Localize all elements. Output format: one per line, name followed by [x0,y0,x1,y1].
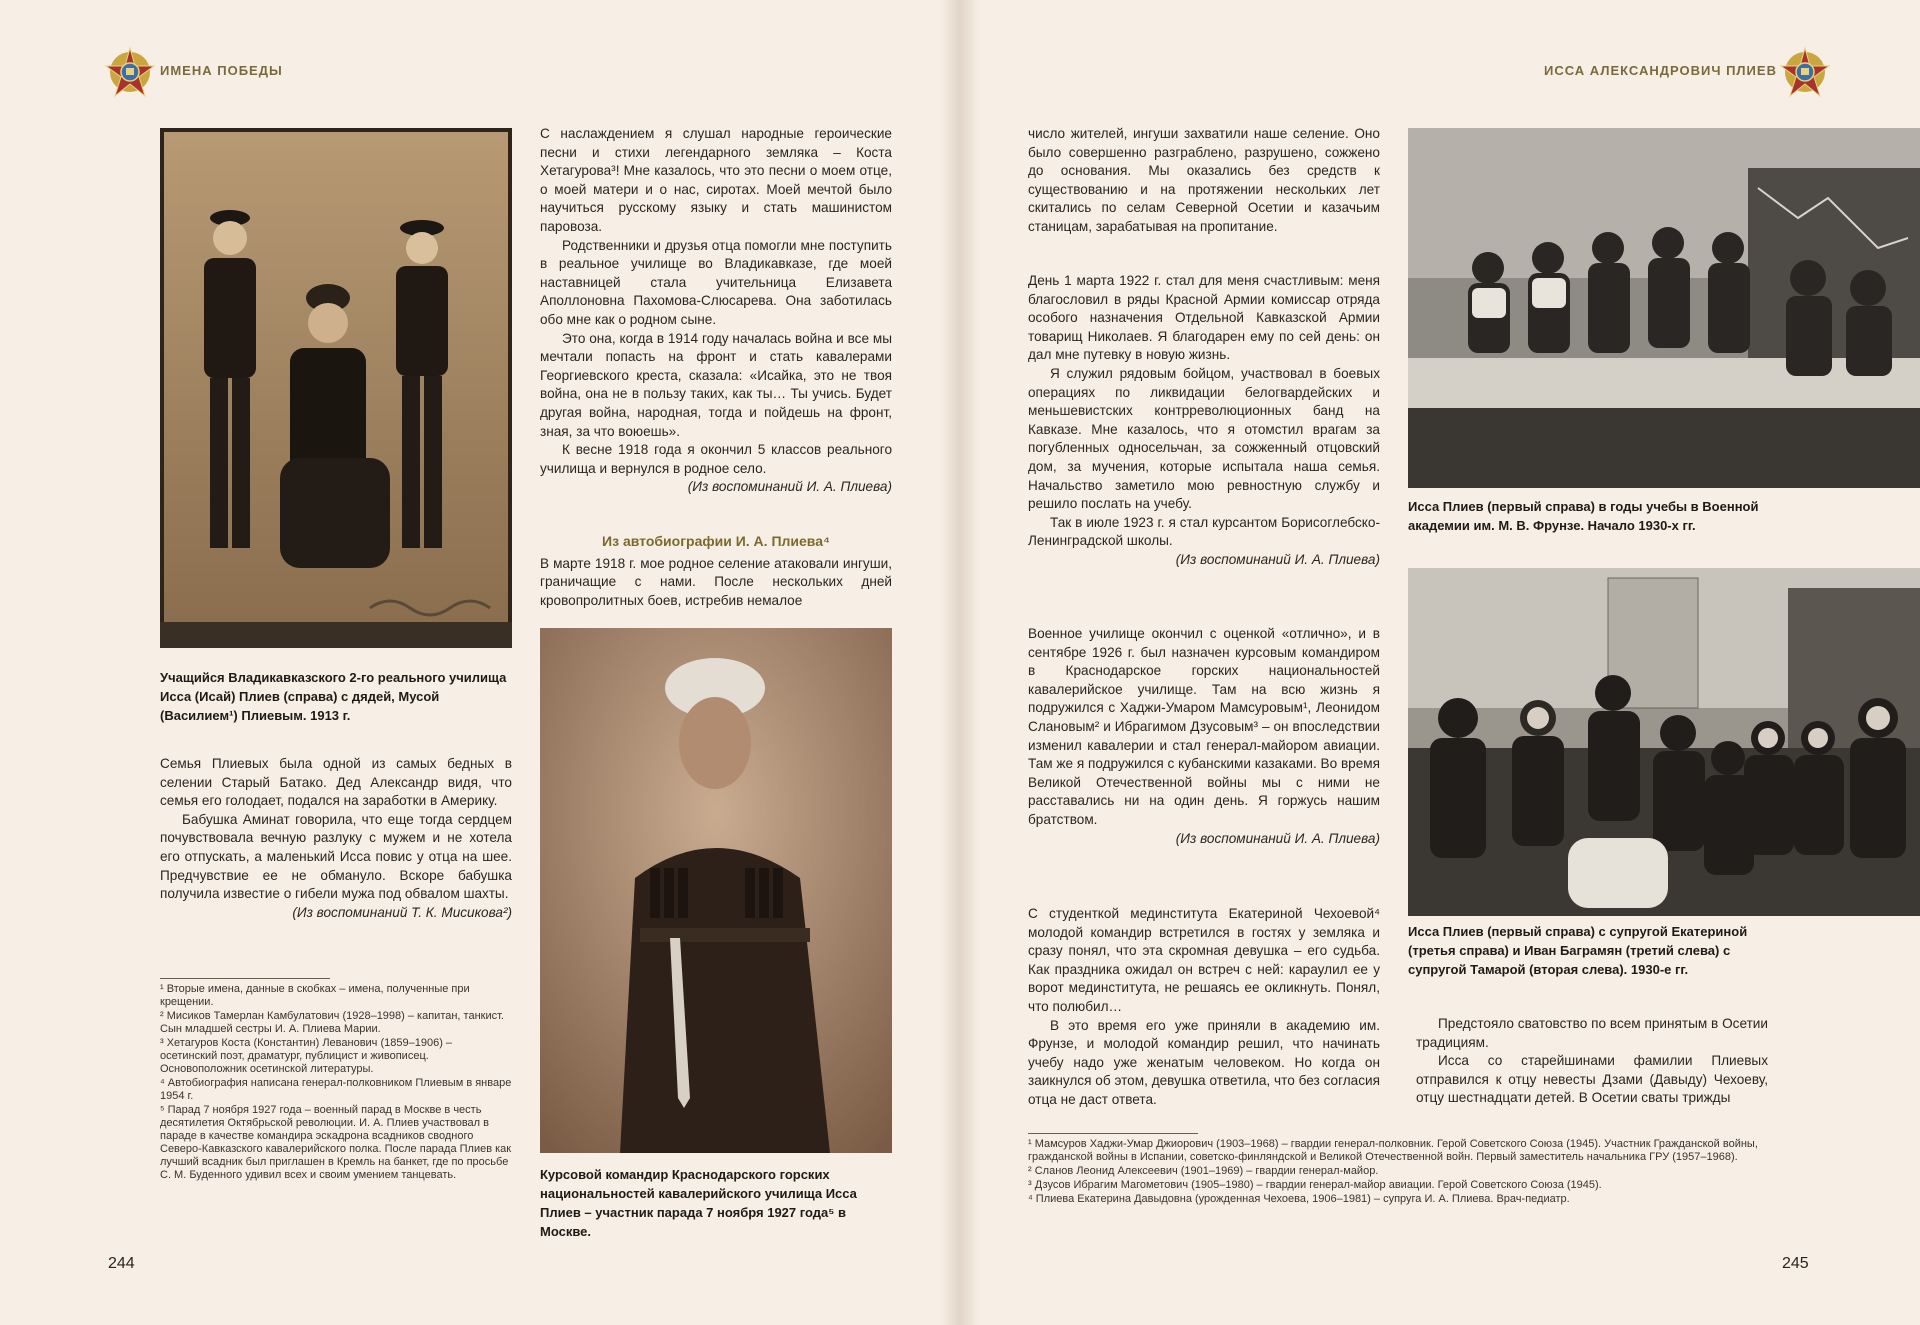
right-page [960,0,1920,1325]
paragraph: С студенткой мединститута Екатериной Чехоевой⁴ молодой командир встретился в гостях у земляка и сразу понял, что эта скромная девушка – его судьба. Как праздника ожидал он встреч с ней: караулил ее у ворот мединститута, не решаясь ее окликнуть. Понял, что полюбил… [1028,906,1380,1014]
paragraph: число жителей, ингуши захватили наше селение. Оно было совершенно разграблено, разрушено, сожжено до основания. Мы оказались без средств к существованию и на протяжении нескольких лет скитались по селам Северной Осетии и казачьим станицам, зарабатывая на пропитание. [1028,126,1380,234]
footnote-rule [160,978,330,979]
source-note: (Из воспоминаний И. А. Плиева) [687,479,892,495]
source-note: (Из воспоминаний И. А. Плиева) [1175,830,1380,846]
footnote: ³ Дзусов Ибрагим Магометович (1905–1980) – гвардии генерал-майор авиации. Герой Советского Союза (1945). [1028,1179,1602,1191]
left-column-1-text [160,755,512,922]
footnote: ³ Хетагуров Коста (Константин) Леванович (1859–1906) – осетинский поэт, драматург, публицист и живописец. Основоположник осетинской литературы. [160,1037,453,1075]
paragraph: В это время его уже приняли в академию им. Фрунзе, и молодой командир решил, что начинать учебу надо уже женатым человеком. Но когда он заикнулся об этом, девушка ответила, что без согласия отца не даст ответа. [1028,1017,1380,1107]
right-column-1-text-c [1028,625,1380,848]
paragraph: Так в июле 1923 г. я стал курсантом Борисоглебско-Ленинградской школы. [1028,514,1380,549]
caption-photo-3: Исса Плиев (первый справа) в годы учебы в Военной академии им. М. В. Фрунзе. Начало 1930-х гг. [1408,499,1759,533]
paragraph: Семья Плиевых была одной из самых бедных в селении Старый Батако. Дед Александр видя, что семья его голодает, подался на заработки в Америку. [160,756,512,809]
right-column-1-text-b [1028,272,1380,570]
paragraph: Исса со старейшинами фамилии Плиевых отправился к отцу невесты Дзами (Давыду) Чехоеву, отцу шестнадцати детей. В Осетии сваты трижды [1416,1053,1768,1106]
footnote: ² Мисиков Тамерлан Камбулатович (1928–1998) – капитан, танкист. Сын младшей сестры И. А. Плиева Марии. [160,1010,504,1035]
footnote: ⁴ Автобиография написана генерал-полковником Плиевым в январе 1954 г. [160,1077,512,1102]
right-column-2-text [1416,1015,1768,1108]
caption-photo-1: Учащийся Владикавказского 2-го реального училища Исса (Исай) Плиев (справа) с дядей, Мусой (Василием¹) Плиевым. 1913 г. [160,670,507,723]
paragraph: Бабушка Аминат говорила, что еще тогда сердцем почувствовала вечную разлуку с мужем и не хотела его отпускать, а маленький Исса повис у отца на шее. Предчувствие ее не обмануло. Вскоре бабушка получила известие о гибели мужа под обвалом шахты. [160,811,512,902]
footnote: ⁴ Плиева Екатерина Давыдовна (урожденная Чехоева, 1906–1981) – супруга И. А. Плиева. Врач-педиатр. [1028,1193,1570,1205]
footnote-rule [1028,1133,1198,1134]
right-column-1-text-d [1028,905,1380,1110]
caption-photo-4: Исса Плиев (первый справа) с супругой Екатериной (третья справа) и Иван Баграмян (третий слева) с супругой Тамарой (вторая слева). 1930-е гг. [1408,924,1748,977]
right-column-1-text-a [1028,125,1380,237]
left-footnotes [160,978,512,1183]
paragraph: Родственники и друзья отца помогли мне поступить в реальное училище во Владикавказе, где моей наставницей стала учительница Елизавета Аполлоновна Пахомова-Слюсарева. Она заботилась обо мне как о родном сыне. [540,237,892,327]
page-number: 244 [108,1255,135,1272]
paragraph: В марте 1918 г. мое родное селение атаковали ингуши, граничащие с нами. После нескольких дней кровопролитных боев, истребив немалое [540,555,892,608]
source-note: (Из воспоминаний И. А. Плиева) [1175,551,1380,567]
paragraph: С наслаждением я слушал народные героические песни и стихи легендарного земляка – Коста Хетагурова³! Мне казалось, что это песни о моем отце, о моей матери и о нас, сиротах. Моей мечтой было научиться русскому языку и стать машинистом паровоза. [540,126,892,234]
order-of-victory-emblem-icon [1775,42,1835,102]
running-title: ИССА АЛЕКСАНДРОВИЧ ПЛИЕВ [1544,63,1777,78]
left-column-2-text [540,125,892,497]
source-note: (Из воспоминаний Т. К. Мисикова²) [292,904,512,920]
paragraph: К весне 1918 года я окончил 5 классов реального училища и вернулся в родное село. [540,442,892,476]
paragraph: День 1 марта 1922 г. стал для меня счастливым: меня благословил в ряды Красной Армии комиссар отряда особого назначения Отдельной Кавказской Армии товарищ Николаев. Я благодарен ему по сей день: он дал мне путевку в новую жизнь. [1028,273,1380,363]
right-footnotes [1028,1133,1768,1207]
footnote: ² Сланов Леонид Алексеевич (1901–1969) – гвардии генерал-майор. [1028,1165,1379,1177]
photo-pliev-with-uncle [160,128,512,648]
caption-photo-2: Курсовой командир Краснодарского горских национальностей кавалерийского училища Исса Плиев – участник парада 7 ноября 1927 года⁵ в Москве. [540,1167,857,1239]
running-title: ИМЕНА ПОБЕДЫ [160,63,283,78]
left-column-2-autobiography [540,532,892,610]
order-of-victory-emblem-icon [100,42,160,102]
section-subhead: Из автобиографии И. А. Плиева⁴ [602,533,830,549]
footnote: ¹ Вторые имена, данные в скобках – имена, полученные при крещении. [160,983,470,1008]
paragraph: Я служил рядовым бойцом, участвовал в боевых операциях по ликвидации белогвардейских и меньшевистских контрреволюционных банд на Кавказе. Мне казалось, что я отомстил врагам за погубленных односельчан, за сожженный отцовский дом, за мучения, которые испытала наша семья. Начальство заметило мою ревностную службу и решило послать на учебу. [1028,365,1380,512]
footnote: ¹ Мамсуров Хаджи-Умар Джиорович (1903–1968) – гвардии генерал-полковник. Герой Советского Союза (1945). Участник Гражданской войны, гражданской войны в Испании, советско-финляндской и Великой Отечественной войн. Первый заместитель начальника ГРУ (1957–1968). [1028,1138,1758,1163]
page-number: 245 [1782,1255,1809,1272]
paragraph: Предстояло сватовство по всем принятым в Осетии традициям. [1416,1016,1768,1050]
photo-pliev-cossack-uniform [540,628,892,1153]
paragraph: Это она, когда в 1914 году началась война и все мы мечтали попасть на фронт и стать кавалерами Георгиевского креста, сказала: «Исайка, это не твоя война, она не в пользу таких, как ты… Ты учись. Будет другая война, народная, тогда и пойдешь на фронт, зная, за что воюешь». [540,330,892,439]
paragraph: Военное училище окончил с оценкой «отлично», и в сентябре 1926 г. был назначен курсовым командиром в Краснодарское горских национальностей кавалерийское училище. Там на всю жизнь я подружился с Хаджи-Умаром Мамсуровым¹, Леонидом Слановым² и Ибрагимом Дзусовым³ – он впоследствии изменил кавалерии и стал генерал-майором авиации. Там же я подружился с кубанскими казаками. Во время Великой Отечественной войны мы с ними не расставались ни на один день. Я горжусь нашим братством. [1028,626,1380,827]
photo-frunze-academy-study [1408,128,1920,488]
photo-pliev-bagramyan-families [1408,568,1920,916]
footnote: ⁵ Парад 7 ноября 1927 года – военный парад в Москве в честь десятилетия Октябрьской революции. И. А. Плиев участвовал в параде в качестве командира эскадрона всадников сводного Северо-Кавказского кавалерийского полка. После парада Плиев как лучший всадник был приглашен в Кремль на банкет, где по просьбе С. М. Буденного удивил всех и своим умением танцевать. [160,1104,512,1181]
